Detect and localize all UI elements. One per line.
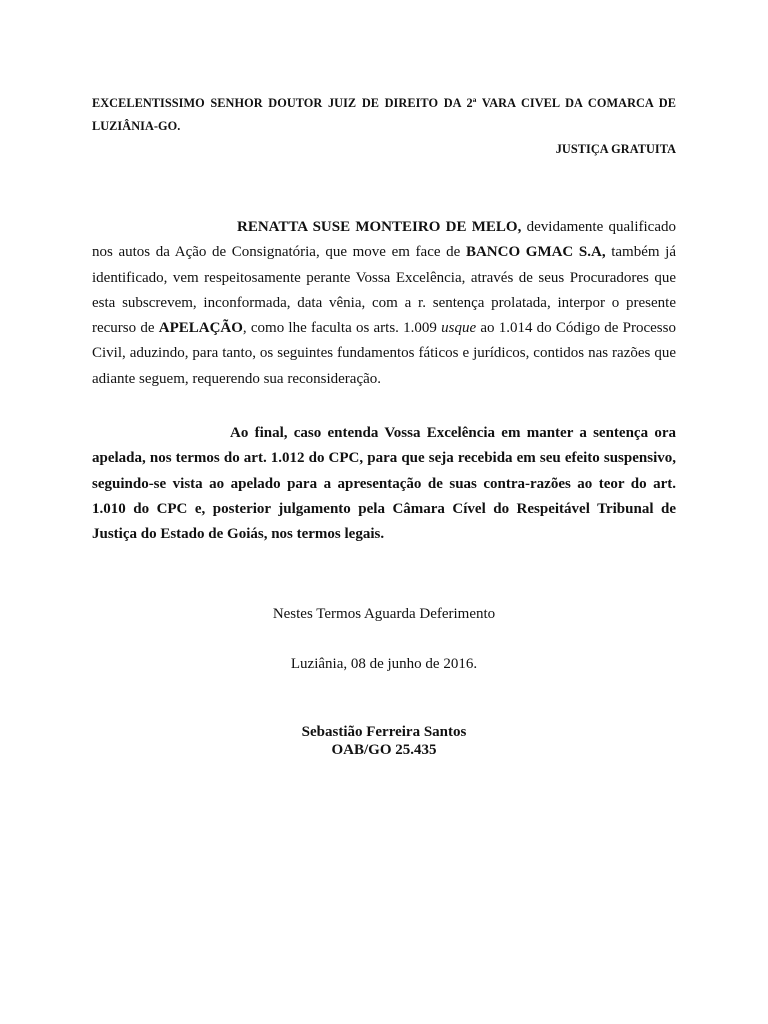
paragraph-1-text-c: , como lhe faculta os arts. 1.009 (242, 320, 442, 337)
petition-paragraph-1 (92, 215, 676, 392)
attorney-oab-number: OAB/GO 25.435 (331, 742, 437, 758)
paragraph-1-text-d: ao 1.014 do Código de Processo Civil, aduzindo, para tanto, os seguintes fundamentos fáticos e jurídicos, contidos nas razões que adiante seguem, requerendo sua reconsideração. (92, 320, 676, 387)
petition-paragraph-2 (92, 421, 676, 547)
paragraph-1-text-a: devidamente qualificado nos autos da Ação de Consignatória, que move em face de (92, 219, 676, 261)
closing-formula: Nestes Termos Aguarda Deferimento (272, 606, 496, 622)
justica-gratuita-label: JUSTIÇA GRATUITA (555, 142, 676, 156)
usque-term: usque (441, 320, 477, 337)
appeal-type: APELAÇÃO (158, 320, 243, 337)
attorney-name: Sebastião Ferreira Santos (301, 724, 467, 740)
court-addressee: EXCELENTISSIMO SENHOR DOUTOR JUIZ DE DIREITO DA 2ª VARA CIVEL DA COMARCA DE LUZIÂNIA-GO. (92, 96, 676, 133)
appellant-name: RENATTA SUSE MONTEIRO DE MELO, (237, 219, 522, 235)
paragraph-2-text: Ao final, caso entenda Vossa Excelência em manter a sentença ora apelada, nos termos do art. 1.012 do CPC, para que seja recebida em seu efeito suspensivo, seguindo-se vista ao apelado para a apresentação de suas contra-razões ao teor do art. 1.010 do CPC e, posterior julgamento pela Câmara Cível do Respeitável Tribunal de Justiça do Estado de Goiás, nos termos legais. (92, 425, 676, 543)
petition-header (92, 92, 676, 161)
place-and-date: Luziânia, 08 de junho de 2016. (290, 656, 478, 672)
paragraph-1-text-b: também já identificado, vem respeitosamente perante Vossa Excelência, através de seus Procuradores que esta subscrevem, inconformada, data vênia, com a r. sentença prolatada, interpor o presente recurso de (92, 244, 676, 337)
appellee-name: BANCO GMAC S.A, (465, 244, 606, 261)
